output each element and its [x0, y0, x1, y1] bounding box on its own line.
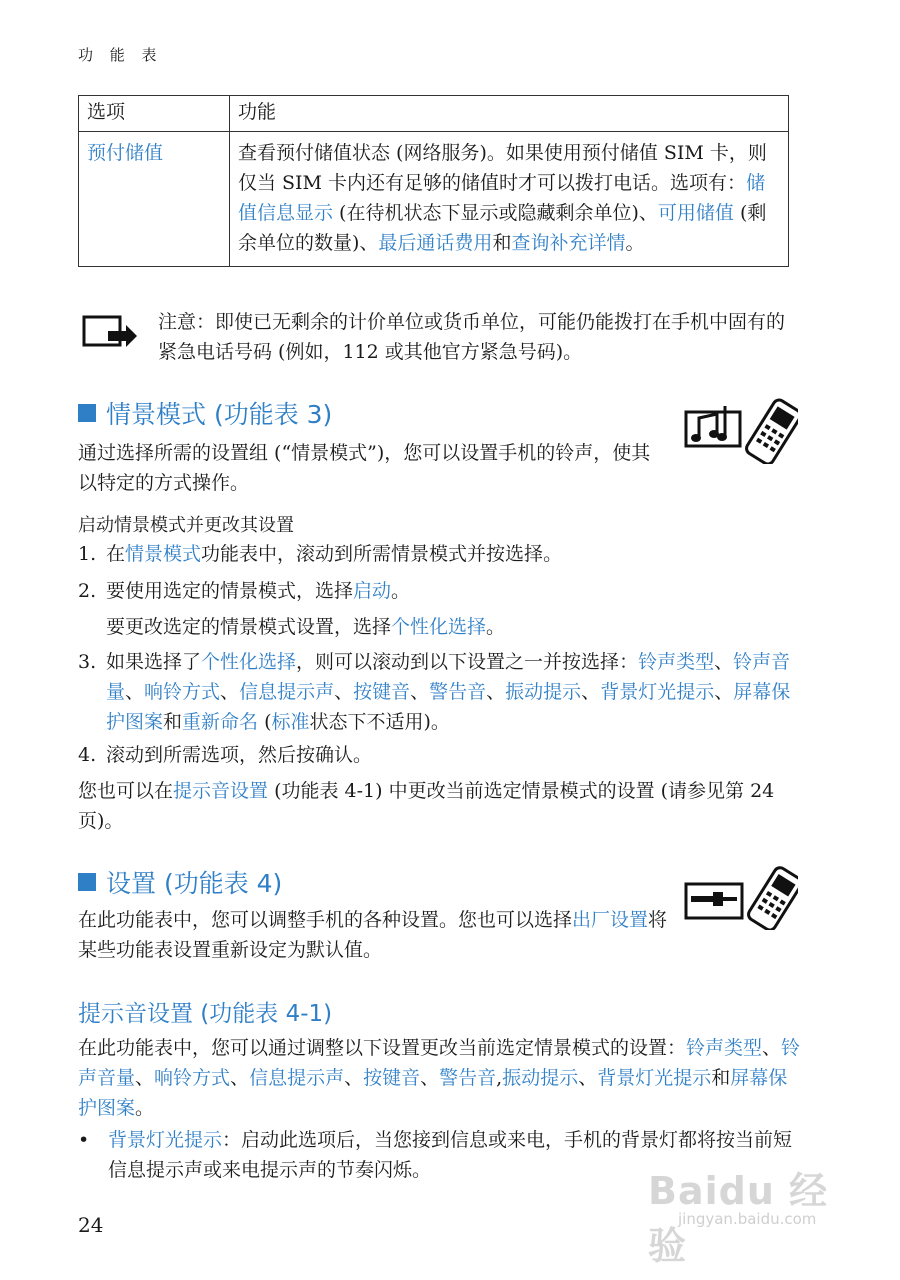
list-item: 1. 在情景模式功能表中，滚动到所需情景模式并按选择。 — [78, 543, 563, 565]
watermark — [638, 1148, 848, 1268]
list-item: • 背景灯光提示：启动此选项后，当您接到信息或来电，手机的背景灯都将按当前短信息提示声或来电提示声的节奏闪烁。 — [78, 1129, 793, 1181]
link-query-details: 查询补充详情 — [511, 232, 626, 254]
table-row — [79, 132, 789, 267]
link-credit-info-display: 储值信息显示 — [238, 172, 766, 224]
link-personalise: 个性化选择 — [391, 616, 487, 638]
note-text: 注意：即使已无剩余的计价单位或货币单位，可能仍能拨打在手机中固有的紧急电话号码 (例如，112 或其他官方紧急号码)。 — [158, 311, 786, 363]
profiles-intro: 通过选择所需的设置组 (“情景模式”)，您可以设置手机的铃声，使其以特定的方式操作。 — [78, 442, 651, 494]
section-title-tone-settings: 提示音设置 (功能表 4-1) — [78, 1001, 333, 1027]
watermark-url: jingyan.baidu.com — [678, 1210, 817, 1228]
profiles-outro: 您也可以在提示音设置 (功能表 4-1) 中更改当前选定情景模式的设置 (请参见第 24 页)。 — [78, 780, 775, 832]
list-item: 2. 要使用选定的情景模式，选择启动。 — [78, 580, 411, 602]
option-description: 查看预付储值状态 (网络服务)。如果使用预付储值 SIM 卡，则仅当 SIM 卡内还有足够的储值时才可以拨打电话。选项有：储值信息显示 (在待机状态下显示或隐藏剩余单位)、可用储值 (剩余单位的数量)、最后通话费用和查询补充详情。 — [230, 132, 789, 267]
tone-settings-intro: 在此功能表中，您可以通过调整以下设置更改当前选定情景模式的设置：铃声类型、铃声音量、响铃方式、信息提示声、按键音、警告音,振动提示、背景灯光提示和屏幕保护图案。 — [78, 1037, 801, 1119]
column-header-function: 功能 — [230, 96, 789, 132]
note-label: 注意： — [158, 311, 216, 333]
section-title-settings: 设置 (功能表 4) — [78, 864, 282, 900]
settings-illustration-icon — [683, 866, 798, 930]
link-available-credit: 可用储值 — [657, 202, 734, 224]
link-activate: 启动 — [353, 580, 392, 602]
profiles-illustration-icon — [683, 398, 798, 464]
list-item: 3. 如果选择了个性化选择，则可以滚动到以下设置之一并按选择：铃声类型、铃声音量、响铃方式、信息提示声、按键音、警告音、振动提示、背景灯光提示、屏幕保护图案和重新命名 (标准状态下不适用)。 — [78, 651, 791, 733]
note-icon — [82, 311, 138, 351]
list-item: 4. 滚动到所需选项，然后按确认。 — [78, 744, 373, 766]
watermark-brand: Baidu 经验 — [648, 1169, 829, 1268]
column-header-option: 选项 — [79, 96, 230, 132]
table-header-row — [79, 96, 789, 132]
link-last-call-cost: 最后通话费用 — [378, 232, 493, 254]
subheading-activate-profile: 启动情景模式并更改其设置 — [78, 515, 294, 536]
link-tone-settings: 提示音设置 — [173, 780, 269, 802]
square-bullet-icon — [78, 873, 96, 891]
settings-intro: 在此功能表中，您可以调整手机的各种设置。您也可以选择出厂设置将某些功能表设置重新设定为默认值。 — [78, 909, 668, 961]
option-prepaid-credit: 预付储值 — [79, 132, 230, 267]
page-number: 24 — [78, 1213, 104, 1237]
link-factory-settings: 出厂设置 — [572, 909, 649, 931]
link-backlight-alert: 背景灯光提示 — [108, 1129, 223, 1151]
options-table — [78, 95, 789, 267]
page-header: 功 能 表 — [78, 46, 163, 64]
section-title-profiles: 情景模式 (功能表 3) — [78, 395, 332, 431]
square-bullet-icon — [78, 404, 96, 422]
link-profiles: 情景模式 — [125, 543, 202, 565]
list-item-continuation: 要更改选定的情景模式设置，选择个性化选择。 — [106, 616, 506, 638]
